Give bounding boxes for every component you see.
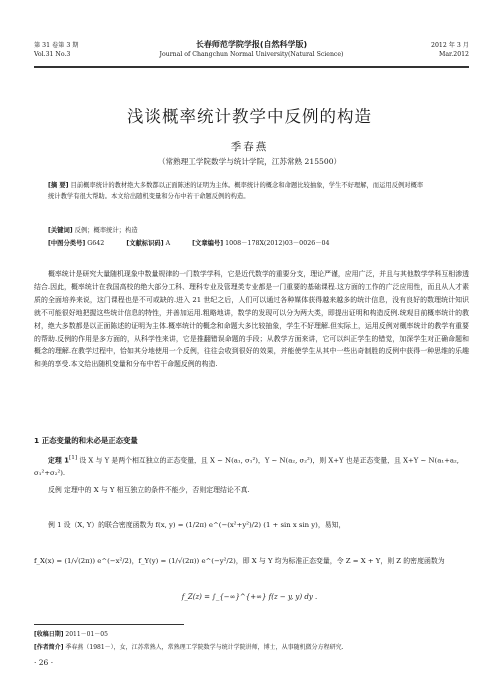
theorem-citation: [1] bbox=[68, 455, 78, 461]
received-value: 2011－01－05 bbox=[63, 631, 108, 638]
example-1 bbox=[48, 519, 345, 529]
theorem-text: 设 X 与 Y 是两个相互独立的正态变量，且 X ~ N(a₁, σ₁²)，Y ~ N(a₂, σ₂²)，则 X+Y 也是正态变量，且 X+Y ~ N(a₁+a₂, σ₁²+σ₂²). bbox=[34, 456, 459, 478]
abstract-text: 目前概率统计的教材绝大多数都以正面陈述的证明为主体。概率统计的概念和命题比较抽象，学生不好理解，而运用反例对概率统计教学有很大帮助。本文给出随机变量和分布中若干命题反例的构造。 bbox=[48, 182, 424, 200]
article-number-tag: [文章编号] bbox=[192, 240, 224, 247]
keywords-text: 反例；概率统计；构造 bbox=[72, 227, 138, 234]
issue-date-cn: 2012 年 3 月 bbox=[431, 42, 469, 49]
volume-issue-en: Vol.31 No.3 bbox=[34, 51, 71, 58]
clc-tag: [中图分类号] bbox=[48, 240, 86, 247]
marginal-densities: f_X(x) = (1/√(2π)) e^(−x²/2)，f_Y(y) = (1/√(2π)) e^(−y²/2)，即 X 与 Y 均为标准正态变量，令 Z = X + Y，则 Z 的密度函数为 bbox=[34, 557, 445, 565]
author-bio bbox=[34, 643, 469, 652]
keywords-tag: [关键词] bbox=[48, 227, 73, 234]
journal-name-en: Journal of Changchun Normal University(Natural Science) bbox=[159, 51, 344, 58]
author-bio-text: 季春燕（1981－），女，江苏常熟人，常熟理工学院数学与统计学院讲师，博士，从事随机微分方程研究. bbox=[63, 644, 344, 651]
theorem bbox=[34, 452, 469, 480]
theorem-label: 定理 1 bbox=[48, 456, 69, 465]
received-date bbox=[34, 630, 469, 639]
paper-title: 浅谈概率统计教学中反例的构造 bbox=[127, 107, 372, 126]
author-affiliation: （常熟理工学院数学与统计学院，江苏常熟 215500） bbox=[157, 157, 342, 166]
article-number-field bbox=[192, 240, 339, 247]
article-number-value: 1008－178X(2012)03－0026－04 bbox=[223, 240, 330, 247]
volume-issue-cn: 第 31 卷第 3 期 bbox=[34, 42, 79, 49]
doc-code-field bbox=[126, 240, 180, 247]
density-formula: f_Z(z) = ∫_{−∞}^{+∞} f(z − y, y) dy . bbox=[181, 593, 318, 601]
page-number: · 26 · bbox=[34, 658, 54, 667]
counterexample-note: 反例 定理中的 X 与 Y 相互独立的条件不能少，否则定理结论不真. bbox=[48, 486, 250, 494]
doc-code-value: A bbox=[163, 240, 171, 247]
running-header bbox=[34, 40, 469, 64]
journal-name-cn: 长春师范学院学报(自然科学版) bbox=[195, 40, 308, 49]
doc-code-tag: [文献标识码] bbox=[126, 240, 164, 247]
intro-paragraph: 概率统计是研究大量随机现象中数量规律的一门数学学科，它是近代数学的重要分支，理论严谨，应用广泛，并且与其他数学学科互相渗透结合.因此，概率统计在我国高校的绝大部分工科、理科专业及管理类专业都是一门重要的基础课程.这方面的工作的广泛应用性，而且从人才素质的全面培养来说，这门课程也是不可或缺的.进入 21 世纪之后，人们可以通过各种媒体获得越来越多的统计信息，没有良好的数理统计知识就不可能很好地把握这些统计信息的特性，并善加运用.粗略地讲，数学的发现可以分为两大类，即提出证明和构造反例.统观目前概率统计的教材，绝大多数都是以正面陈述的证明为主体.概率统计的概念和命题大多比较抽象，学生不好理解.但实际上，运用反例对概率统计的教学有重要的帮助.反例的作用是多方面的，从科学性来讲，它是推翻错误命题的手段；从教学方面来讲，它可以纠正学生的错觉，加深学生对正确命题和概念的理解.在教学过程中，恰如其分地使用一个反例，往往会收到很好的效果，并能使学生从其中一些出奇制胜的反例中获得一种思维的乐趣和美的享受.本文给出随机变量和分布中若干命题反例的构造. bbox=[34, 270, 469, 369]
abstract bbox=[48, 181, 428, 202]
clc-value: G642 bbox=[85, 240, 105, 247]
example-label: 例 1 设 bbox=[48, 521, 71, 529]
clc-field bbox=[48, 240, 114, 247]
paper-author: 季春燕 bbox=[230, 141, 269, 153]
keywords bbox=[48, 226, 428, 237]
author-bio-tag: [作者简介] bbox=[34, 644, 64, 651]
abstract-tag: [摘 要] bbox=[48, 182, 69, 189]
received-tag: [收稿日期] bbox=[34, 631, 64, 638]
classification-line bbox=[48, 239, 428, 250]
header-divider bbox=[34, 66, 469, 68]
section-heading: 1 正态变量的和未必是正态变量 bbox=[34, 436, 138, 445]
issue-date-en: Mar.2012 bbox=[438, 51, 469, 58]
example-text: （X, Y）的联合密度函数为 f(x, y) = (1/2π) e^(−(x²+y²)/2) (1 + sin x sin y)，易知， bbox=[70, 521, 346, 529]
footnote-divider bbox=[34, 624, 184, 625]
